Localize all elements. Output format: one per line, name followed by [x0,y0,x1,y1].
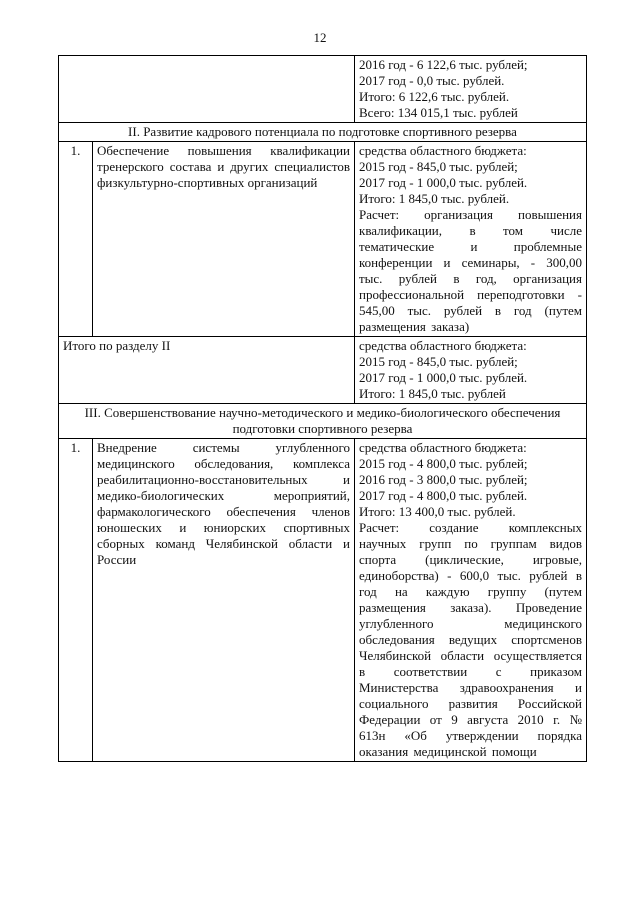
table-row [59,142,587,337]
financing-line: средства областного бюджета: [359,338,527,353]
financing-cell [355,56,587,123]
item-description: Внедрение системы углубленного медицинского обследования, комплекса реабилитационно-восстановительных и медико-биологических мероприятий, фармакологического обеспечения членов юношеских и юниорских спортивных сборных команд Челябинской области и России [93,439,355,762]
item-description: Обеспечение повышения квалификации тренерского состава и других специалистов физкультурно-спортивных организаций [93,142,355,337]
financing-line: 2017 год - 1 000,0 тыс. рублей. [359,175,528,190]
item-number: 1. [59,439,93,762]
financing-cell [355,337,587,404]
section-title: III. Совершенствование научно-методического и медико-биологического обеспечения подготовки спортивного резерва [59,404,587,439]
table-row [59,337,587,404]
financing-line: 2015 год - 845,0 тыс. рублей; [359,159,518,174]
financing-line: 2017 год - 1 000,0 тыс. рублей. [359,370,528,385]
calculation-text: Расчет: организация повышения квалификации, в том числе тематические и проблемные конференции и семинары, - 300,00 тыс. рублей в год, организация профессиональной переподготовки - 545,00 тыс. рублей в год (путем размещения заказа) [359,207,582,334]
table-row [59,56,587,123]
financing-line: 2016 год - 6 122,6 тыс. рублей; [359,57,528,72]
financing-line: Итого: 1 845,0 тыс. рублей [359,386,506,401]
financing-line: 2016 год - 3 800,0 тыс. рублей; [359,472,528,487]
financing-line: 2017 год - 4 800,0 тыс. рублей. [359,488,528,503]
financing-line: Итого: 13 400,0 тыс. рублей. [359,504,516,519]
financing-cell [355,142,587,337]
financing-line: 2017 год - 0,0 тыс. рублей. [359,73,505,88]
empty-cell [59,56,355,123]
financing-line: средства областного бюджета: [359,143,527,158]
financing-line: Всего: 134 015,1 тыс. рублей [359,105,518,120]
section-total-label: Итого по разделу II [59,337,355,404]
financing-line: средства областного бюджета: [359,440,527,455]
financing-line: Итого: 6 122,6 тыс. рублей. [359,89,510,104]
item-number: 1. [59,142,93,337]
section-title: II. Развитие кадрового потенциала по подготовке спортивного резерва [59,123,587,142]
table-row [59,439,587,762]
calculation-text: Расчет: создание комплексных научных групп по группам видов спорта (циклические, игровые, единоборства) - 600,0 тыс. рублей в год на каждую группу (путем размещения заказа). Проведение углубленного медицинского обследования ведущих спортсменов Челябинской области осуществляется в соответствии с приказом Министерства здравоохранения и социального развития Российской Федерации от 9 августа 2010 г. № 613н «Об утверждении порядка оказания медицинской помощи [359,520,582,759]
financing-line: 2015 год - 845,0 тыс. рублей; [359,354,518,369]
page-number: 12 [313,30,327,45]
section-heading-row [59,404,587,439]
financing-cell [355,439,587,762]
financing-line: 2015 год - 4 800,0 тыс. рублей; [359,456,528,471]
section-heading-row [59,123,587,142]
financing-line: Итого: 1 845,0 тыс. рублей. [359,191,510,206]
program-table [58,55,587,762]
